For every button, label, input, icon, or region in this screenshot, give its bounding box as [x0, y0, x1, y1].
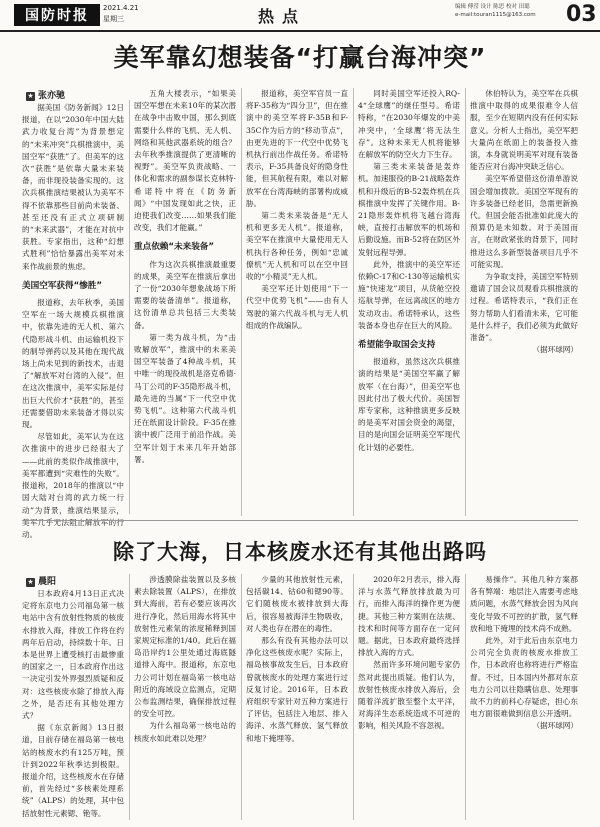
paragraph: 休伯特认为，美空军在兵棋推演中取得的成果很难令人信服，至少在短期内没有任何实际意义。分析人士指出，美空军把大量尚在纸面上的装备投入推演，本身就说明美军对现有装备能否应对台海冲突缺乏信心。	[470, 89, 578, 172]
paragraph: 报道称，去年秋季，美国空军在一场大规模兵棋推演中，依靠先进的无人机、第六代隐形战斗机、由运输机投下的制导弹药以及其他在现代战场上尚未见到的新技术，击退了“解放军对台湾的入侵”。但在这次推演中，美军实际是付出巨大代价才“获胜”的，甚至还需要借助未来装备才得以实现。	[22, 298, 124, 430]
paragraph: 此外，推演中的美空军还依赖C-17和C-130等运输机实施“快速龙”项目，从货舱空投巡航导弹，在远离战区的地方发动攻击。希诺特承认，这些装备本身也存在巨大的风险。	[358, 259, 460, 330]
column-rule	[353, 574, 354, 820]
subheading: 美国空军获得“惨胜”	[22, 280, 103, 291]
paragraph: 第三类未来装备是轰炸机。加速服役的B-21战略轰炸机和升级后的B-52轰炸机在兵棋推演中发挥了关键作用。B-21隐形轰炸机将飞越台湾海峡，直接打击解放军的机场和后勤设施。而B-52将在防区外发射远程导弹。	[358, 162, 460, 257]
column-rule	[465, 88, 466, 516]
paragraph: 作为这次兵棋推演最重要的成果，美空军在推演后拿出了一份“2030年想象战场下所需要的装备清单”。报道称，这份清单总共包括三大类装备。	[134, 259, 236, 330]
paragraph: 日本政府4月13日正式决定将东京电力公司福岛第一核电站中含有放射性物质的核废水排放入海，排放工作将在约两年后启动，持续数十年。日本是世界上遭受核打击最惨重的国家之一，日本政府作出这一决定引发外界强烈质疑和反对：这些核废水除了排放入海之外，是否还有其他处理方式？	[22, 589, 124, 721]
byline-star-icon: ★	[27, 578, 34, 586]
paragraph: 2020年2月表示，排入海洋与水蒸气释放排放最为可行，而排入海洋的操作更为便捷。其他三种方案则在法规、技术和时间等方面存在一定问题。据此，日本政府最终选择排放入海的方式。	[358, 575, 460, 658]
article2-column-5	[470, 574, 578, 820]
section-title: 热点	[258, 7, 307, 26]
article-source: （据环球网）	[532, 345, 578, 355]
paragraph: 此外，对于此后由东京电力公司完全负责的核废水排放工作，日本政府也称将进行严格监督。不过，日本国内外都对东京电力公司以往隐瞒信息、处理事故不力的前科心存疑虑，担心东电方面很难做到信息公开透明。	[470, 636, 578, 719]
article1-column-3	[246, 88, 348, 516]
paragraph: 为什么福岛第一核电站的核废水如此难以处理？	[134, 721, 236, 743]
paragraph: 据《东京新闻》13日报道，目前存储在福岛第一核电站的核废水约有125万吨，预计到2022年秋季达到极限。报道介绍，这些核废水在存储前，首先经过“多核素处理系统”（ALPS）的处理，其中包括放射性元素锶、铯等。	[22, 723, 124, 818]
article2-headline: 除了大海，日本核废水还有其他出路吗	[113, 540, 487, 564]
article1-column-2	[134, 88, 236, 516]
masthead-logo: 国防时报	[14, 4, 100, 26]
paragraph: 涉透膜除盐装置以及多核素去除装置（ALPS），在排放到大海前，若有必要应该再次进行净化，然后用海水将其中放射性元素氚的浓度稀释到国家规定标准的1/40。此后在福岛沿岸约1公里处通过海底隧道排入海中。报道称，东京电力公司计划在福岛第一核电站附近的海域设立监测点，定期公布监测结果，确保排放过程的安全可控。	[134, 575, 236, 719]
page-number: 03	[566, 2, 597, 27]
paragraph: 美空军希望借这份清单游说国会增加拨款。美国空军现有的许多装备已经老旧，急需更新换代。但国会能否批准如此庞大的预算仍是未知数。对于美国而言，在财政紧张的背景下，同时推进这么多新型装备项目几乎不可能实现。	[470, 174, 578, 269]
paragraph: 易操作”。其他几种方案都各有弊端：地层注入需要考虑地质问题，水蒸气释放会因为风向变化导致不可控的扩散，氢气释放和地下掩埋的技术尚不成熟。	[470, 575, 578, 633]
paragraph: 少量的其他放射性元素，包括碳14、钴60和锶90等。它们随核废水被排放到大海后，很容易被海洋生物吸收，对人类也存在潜在的毒性。	[246, 575, 348, 633]
paragraph: 据美国《防务新闻》12日报道，在以“2030年中国大陆武力收复台湾”为背景想定的“未来冲突”兵棋推演中，美国空军“获胜”了。但美军的这次“获胜”是依靠大量未来装备，而非现役装备实现的。这次兵棋推演结果被认为美军不得不依靠那些目前尚未装备、甚至还没有正式立项研制的“未来武器”，才能在对抗中获胜。专家指出，这种“幻想式胜利”恰恰暴露出美军对未来作战前景的焦虑。	[22, 103, 124, 271]
column-rule	[129, 574, 130, 820]
subheading: 希望能争取国会支持	[358, 340, 436, 351]
article1-byline	[26, 88, 65, 101]
article2-column-2	[134, 574, 236, 820]
article2-column-1	[22, 588, 124, 820]
paragraph: 报道称，美空军官员一直将F-35称为“四分卫”，但在推演中的美空军将F-35B和F-35C作为后方的“移动节点”，由更先进的下一代空中优势飞机执行前出作战任务。希诺特表示，F-35具备良好的隐身性能，但其航程有限，难以对解放军在台湾海峡的部署构成威胁。	[246, 89, 348, 208]
column-rule	[241, 88, 242, 516]
article1-column-1	[22, 102, 124, 539]
article1-column-5	[470, 88, 578, 516]
paragraph: 报道称，虽然这次兵棋推演的结果是“美国空军赢了解放军（在台海）”，但美空军也因此付出了极大代价。美国智库专家称，这种推演更多反映的是美军对国会资金的渴望，目的是向国会证明美空军现代化计划的必要性。	[358, 357, 460, 452]
byline-star-icon: ★	[27, 92, 34, 100]
column-rule	[129, 100, 130, 514]
paragraph: 为争取支持，美国空军特别邀请了国会议员观看兵棋推演的过程。希诺特表示，“我们正在努力帮助人们看清未来，它可能是什么样子，我们必须为此做好准备”。	[470, 272, 578, 343]
issue-date: 2021.4.21	[103, 4, 139, 12]
paragraph: 然而许多环境问题专家仍然对此提出质疑。他们认为，放射性核废水排放入海后，会随着洋流扩散至整个太平洋，对海洋生态系统造成不可逆的影响，相关风险不容忽视。	[358, 660, 460, 731]
page-header	[0, 0, 600, 32]
issue-weekday: 星期三	[103, 15, 124, 23]
column-rule	[241, 574, 242, 820]
paragraph: 同时美国空军还投入RQ-4“全球鹰”的继任型号。希诺特称，“在2030年爆发的中美冲突中，‘全球鹰’将无法生存”。这种未来无人机将能够在解放军的防空火力下生存。	[358, 89, 460, 160]
article2-column-4	[358, 574, 460, 820]
byline-author: 晨阳	[38, 577, 57, 587]
paragraph: 第一类为战斗机，为“击败解放军”，推演中的未来美国空军装备了4种战斗机，其中唯一的现役战机是洛克希德·马丁公司的F-35隐形战斗机，最先进的当属“下一代空中优势飞机”。这种第六代战斗机还在纸面设计阶段。F-35在推演中被广泛用于前沿作战。美空军计划于未来几年开始部署。	[134, 332, 236, 464]
byline-author: 张亦驰	[38, 91, 66, 101]
paragraph: 五角大楼表示，“如果美国空军想在未来10年的某次潜在战争中击败中国，那么到底需要什么样的飞机、无人机、网络和其他武器系统的组合？去年秋季推演提供了更清晰的视野”。美空军负责战略、一体化和需求的副参谋长克林特·希诺特中将在《防务新闻》“中国发现如此之快，正迫使我们改变……如果我们能改变，我们才能赢。”	[134, 89, 236, 233]
paragraph: 第二类未来装备是“无人机和更多无人机”。报道称，美空军在推演中大量使用无人机执行各种任务，例如“忠诚僚机”无人机和可以在空中回收的“小精灵”无人机。	[246, 211, 348, 282]
editor-names: 编辑 傅滢 设计 陈思 校对 田聪	[455, 4, 530, 10]
issue-date-block	[103, 3, 139, 25]
editor-email: e-mail:touran1115@163.com	[455, 12, 536, 18]
paragraph: 尽管如此，美军认为在这次推演中的进步已经很大了——此前的类似作战推演中，美军都遭到“灾难性的失败”。报道称，2018年的推演以“中国大陆对台湾的武力统一行动”为背景，推演结果显示，美军几乎无法阻止解放军的行动。	[22, 432, 124, 539]
article1-column-4	[358, 88, 460, 516]
article-source: （据环球网）	[532, 721, 578, 731]
column-rule	[353, 88, 354, 516]
article2-column-3	[246, 574, 348, 820]
paragraph: 美空军还计划使用“下一代空中优势飞机”——由有人驾驶的第六代战斗机与无人机组成的作战编队。	[246, 284, 348, 330]
article1-headline: 美军靠幻想装备“打赢台海冲突”	[113, 43, 487, 72]
paragraph: 那么有没有其他办法可以净化这些核废水呢？实际上，福岛核事故发生后，日本政府曾就核废水的处理方案进行过反复讨论。2016年，日本政府组织专家针对五种方案进行了评估，包括注入地层、排入海洋、水蒸气释放、氢气释放和地下掩埋等。	[246, 636, 348, 743]
editor-credits	[455, 3, 536, 19]
article2-byline	[26, 574, 56, 587]
column-rule	[465, 574, 466, 820]
article-divider	[22, 520, 578, 521]
subheading: 重点依赖“未来装备”	[134, 242, 215, 253]
